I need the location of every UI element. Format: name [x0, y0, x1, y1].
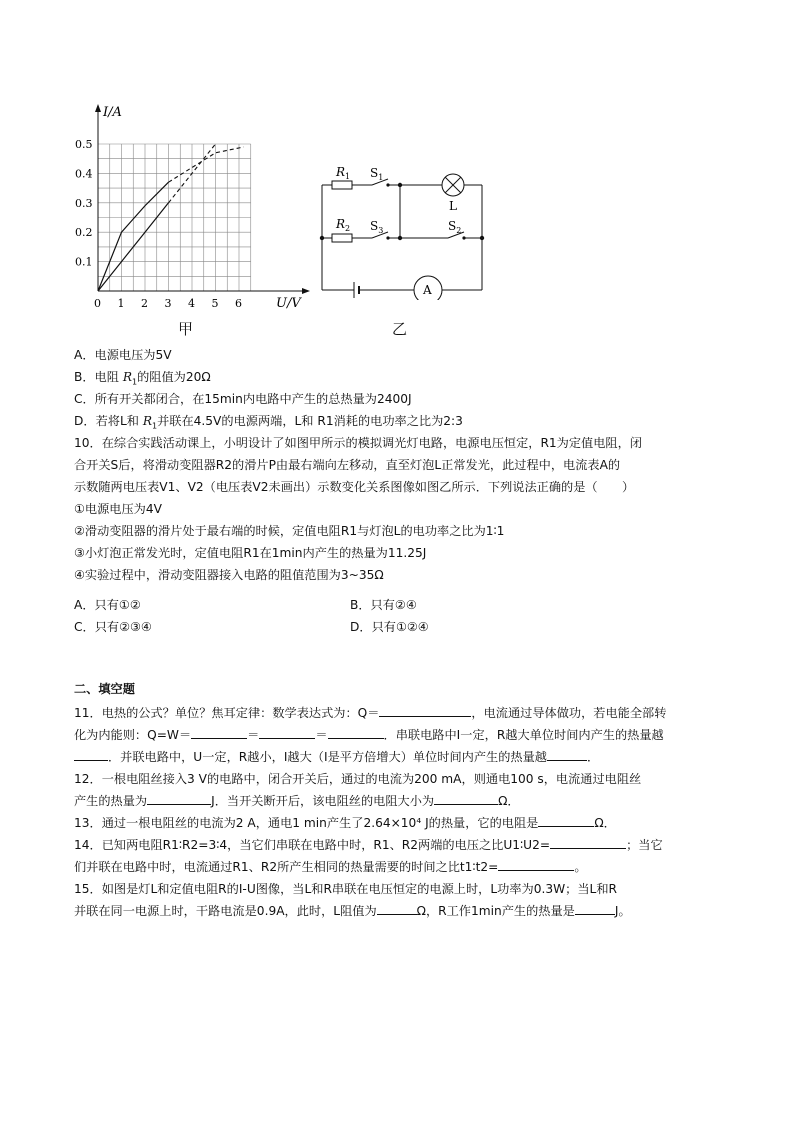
resistor-r2 — [332, 234, 352, 242]
answer-blank[interactable] — [259, 725, 315, 739]
x-tick-label: 2 — [141, 297, 148, 310]
q15-line1: 15．如图是灯L和定值电阻R的I-U图像，当L和R串联在电压恒定的电源上时，L功率为0.3W；当L和R — [74, 882, 617, 896]
x-tick-label: 4 — [188, 297, 195, 310]
q9-options — [74, 344, 724, 432]
q10-options — [74, 594, 724, 638]
q15-line2: 并联在同一电源上时，干路电流是0.9A，此时，L阻值为 Ω，R工作1min产生的热量是 J。 — [74, 900, 724, 922]
q10-stem-line3: 示数随两电压表V1、V2（电压表V2未画出）示数变化关系图像如图乙所示．下列说法正确的是（ ） — [74, 480, 635, 494]
x-tick-label: 0 — [94, 297, 101, 310]
svg-text:S2: $S_2$ — [448, 219, 462, 235]
y-tick-label: 0.3 — [75, 196, 93, 210]
q10-option-a: A．只有①② — [74, 598, 141, 612]
y-tick-label: 0.5 — [75, 138, 93, 151]
section-heading: 二、填空题 — [74, 682, 135, 696]
q11-line2: 化为内能则：Q=W＝ ＝ ＝ ．串联电路中I一定，R越大单位时间内产生的热量越 — [74, 724, 724, 746]
q10-statement-3: ③小灯泡正常发光时，定值电阻R1在1min内产生的热量为11.25J — [74, 546, 427, 560]
fill-in-questions — [74, 702, 724, 922]
answer-blank[interactable] — [379, 703, 471, 717]
q10-statement-2: ②滑动变阻器的滑片处于最右端的时候，定值电阻R1与灯泡L的电功率之比为1∶1 — [74, 524, 505, 538]
answer-blank[interactable] — [550, 835, 626, 849]
q9-option-b: B．电阻 $R_1$的阻值为20Ω — [74, 370, 211, 387]
q11-line1: 11．电热的公式？单位？焦耳定律：数学表达式为：Q＝ ，电流通过导体做功，若电能全部转 — [74, 702, 724, 724]
question-10 — [74, 432, 724, 586]
q11-line3: ．并联电路中，U一定，R越小，I越大（I是平方倍增大）单位时间内产生的热量越 ． — [74, 746, 724, 768]
q14-line2: 们并联在电路中时，电流通过R1、R2所产生相同的热量需要的时间之比t1∶t2= 。 — [74, 856, 724, 878]
x-tick-label: 5 — [211, 297, 219, 310]
q10-option-d: D．只有①②④ — [350, 620, 429, 634]
svg-text:S1: $S_1$ — [370, 166, 384, 182]
figure-jia-caption: 甲 — [178, 320, 194, 338]
figure-yi-caption: 乙 — [392, 320, 408, 338]
x-tick-label: 1 — [117, 297, 125, 310]
x-axis-arrow — [302, 288, 310, 294]
x-axis-label: U/V — [276, 296, 301, 311]
answer-blank[interactable] — [547, 747, 587, 761]
q14-line1: 14．已知两电阻R1∶R2=3∶4，当它们串联在电路中时，R1、R2两端的电压之比U1∶U2= ；当它 — [74, 834, 724, 856]
svg-text:S3: $S_3$ — [370, 219, 384, 235]
svg-text:R2: $R_2$ — [336, 217, 351, 233]
q10-statement-4: ④实验过程中，滑动变阻器接入电路的阻值范围为3~35Ω — [74, 568, 384, 582]
y-tick-label: 0.1 — [75, 255, 93, 269]
q10-stem-line1: 10．在综合实践活动课上，小明设计了如图甲所示的模拟调光灯电路，电源电压恒定，R1为定值电阻，闭 — [74, 436, 642, 450]
chart-grid — [98, 144, 251, 291]
answer-blank[interactable] — [74, 747, 108, 761]
y-axis-label: I/A — [103, 105, 122, 120]
svg-text:R1: $R_1$ — [336, 165, 351, 181]
q9-option-d: D．若将L和 $R_1$并联在4.5V的电源两端，L和 R1消耗的电功率之比为2:3 — [74, 414, 463, 431]
q10-statement-1: ①电源电压为4V — [74, 502, 162, 516]
x-tick-label: 6 — [235, 297, 242, 310]
figure-yi-circuit — [310, 160, 500, 300]
answer-blank[interactable] — [538, 813, 594, 827]
q10-stem-line2: 合开关S后，将滑动变阻器R2的滑片P由最右端向左移动，直至灯泡L正常发光，此过程中，电流表A的 — [74, 458, 621, 472]
resistor-r1 — [332, 181, 352, 189]
answer-blank[interactable] — [498, 857, 574, 871]
q9-option-a: A．电源电压为5V — [74, 348, 172, 362]
ammeter-label: A — [423, 283, 432, 297]
answer-blank[interactable] — [328, 725, 384, 739]
answer-blank[interactable] — [434, 791, 498, 805]
q12-line1: 12．一根电阻丝接入3 V的电路中，闭合开关后，通过的电流为200 mA，则通电100 s，电流通过电阻丝 — [74, 772, 642, 786]
y-axis-arrow — [95, 104, 101, 112]
series-1-dashed — [169, 147, 244, 182]
q10-option-b: B．只有②④ — [350, 598, 417, 612]
answer-blank[interactable] — [147, 791, 211, 805]
x-tick-label: 3 — [164, 297, 172, 310]
q9-option-c: C．所有开关都闭合，在15min内电路中产生的总热量为2400J — [74, 392, 412, 406]
answer-blank[interactable] — [191, 725, 247, 739]
y-tick-label: 0.2 — [75, 226, 93, 240]
q10-option-c: C．只有②③④ — [74, 620, 152, 634]
y-tick-label: 0.4 — [75, 167, 93, 181]
q13-line: 13．通过一根电阻丝的电流为2 A，通电1 min产生了2.64×10⁴ J的热量，它的电阻是 Ω． — [74, 812, 724, 834]
lamp-label: L — [449, 199, 457, 213]
figure-jia-chart — [70, 100, 320, 320]
answer-blank[interactable] — [575, 901, 615, 915]
answer-blank[interactable] — [377, 901, 417, 915]
q12-line2: 产生的热量为 J．当开关断开后，该电阻丝的电阻大小为 Ω． — [74, 790, 724, 812]
